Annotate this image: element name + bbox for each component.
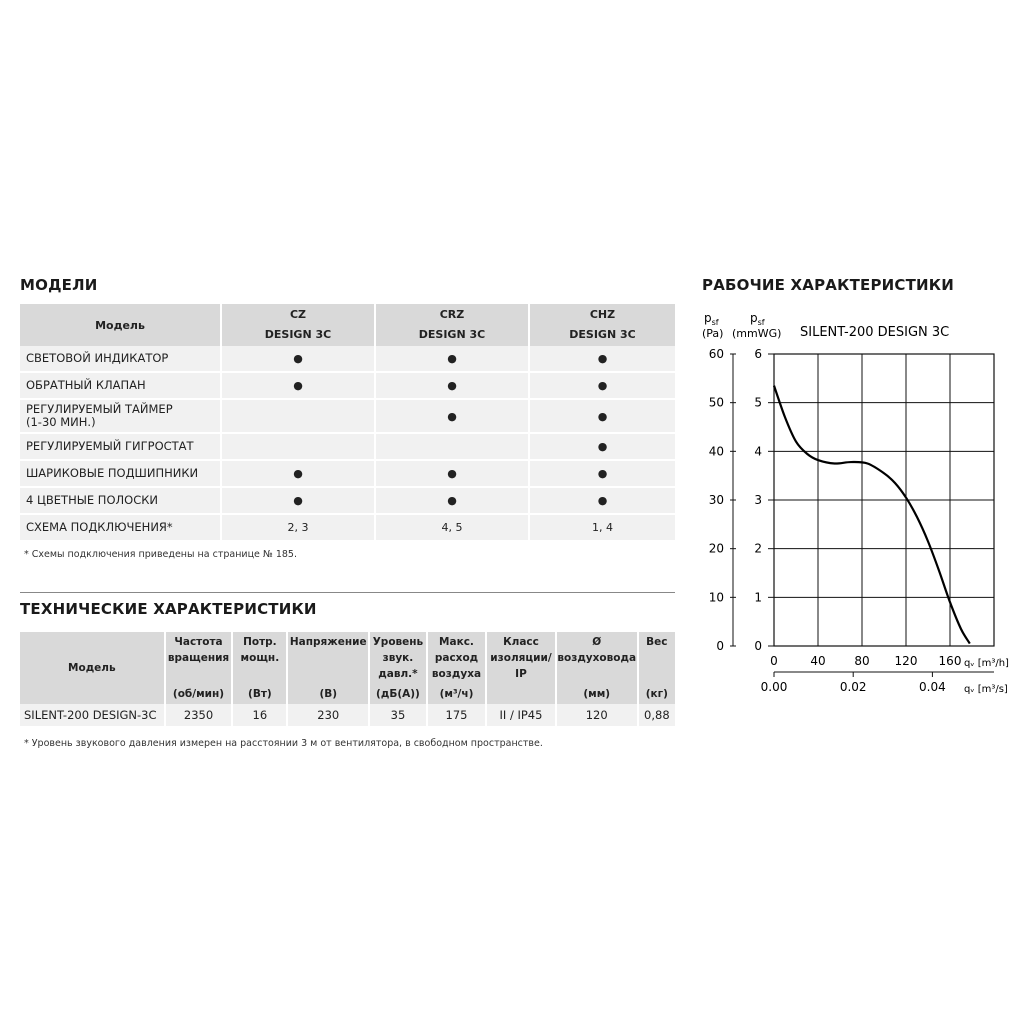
tech-cell: 230 <box>288 704 370 726</box>
row-cell: ● <box>530 346 675 373</box>
row-label: ОБРАТНЫЙ КЛАПАН <box>20 373 222 400</box>
row-cell <box>222 434 376 461</box>
y-label-pa <box>704 311 719 327</box>
y-tick-label-pa: 0 <box>716 639 724 653</box>
models-table <box>20 304 675 542</box>
section-divider <box>20 592 675 593</box>
header-top: Класс изоляции/ IP <box>490 636 552 680</box>
table-row <box>20 488 675 515</box>
row-cell: 1, 4 <box>530 515 675 542</box>
table-row <box>20 461 675 488</box>
tech-cell: 2350 <box>166 704 234 726</box>
col-line1: CZ <box>289 308 307 321</box>
models-col-chz <box>530 304 675 346</box>
y-tick-label-pa: 60 <box>708 347 724 361</box>
tech-cell: II / IP45 <box>487 704 557 726</box>
y-tick-label-pa: 10 <box>708 590 724 605</box>
y-tick-label-pa: 50 <box>708 395 724 410</box>
col-line1: CRZ <box>439 308 465 321</box>
header-top: Вес <box>646 636 668 648</box>
chart-title: SILENT-200 DESIGN 3C <box>800 325 950 340</box>
row-cell: ● <box>530 461 675 488</box>
header-unit: (кг) <box>645 688 668 700</box>
y-tick-label-pa: 20 <box>708 541 724 556</box>
table-row <box>20 346 675 373</box>
row-label: ШАРИКОВЫЕ ПОДШИПНИКИ <box>20 461 222 488</box>
row-label-line1: РЕГУЛИРУЕМЫЙ ТАЙМЕР <box>26 402 173 416</box>
row-cell <box>222 400 376 434</box>
table-row <box>20 373 675 400</box>
header-top: Ø воздуховода <box>557 636 637 664</box>
table-row <box>20 400 675 434</box>
performance-chart <box>694 300 1024 720</box>
header-unit: (об/мин) <box>172 688 225 700</box>
x-tick-label-m3s: 0.02 <box>839 680 867 694</box>
y-label-pa-unit: (Pa) <box>702 327 724 340</box>
tech-header-power <box>233 632 288 704</box>
row-cell: ● <box>530 373 675 400</box>
header-top: Частота вращения <box>167 636 230 664</box>
col-line2: DESIGN 3C <box>264 328 332 341</box>
header-top: Уровень звук. давл.* <box>372 636 424 680</box>
header-top: Потр. мощн. <box>240 636 280 664</box>
row-cell: ● <box>222 346 376 373</box>
models-footnote: * Схемы подключения приведены на странице № 185. <box>24 549 297 560</box>
tech-cell: 35 <box>370 704 428 726</box>
tech-header-speed <box>166 632 234 704</box>
row-cell <box>376 434 530 461</box>
y-tick-label-pa: 40 <box>708 444 724 459</box>
x-tick-label-m3s: 0.04 <box>919 680 946 694</box>
y-tick-label-mmwg: 0 <box>754 639 762 653</box>
header-unit: (мм) <box>583 688 611 700</box>
y-tick-label-mmwg: 3 <box>754 493 762 507</box>
row-cell: ● <box>376 461 530 488</box>
models-col-cz <box>222 304 376 346</box>
tech-cell: 120 <box>557 704 639 726</box>
models-header-label: Модель <box>20 304 222 346</box>
header-top: Напряжение <box>289 636 367 648</box>
tech-header-diameter <box>557 632 639 704</box>
y-tick-label-mmwg: 4 <box>754 444 762 459</box>
table-row <box>20 704 675 726</box>
x-tick-label-m3s: 0.00 <box>760 680 788 694</box>
tech-cell: 0,88 <box>639 704 675 726</box>
row-cell: ● <box>530 434 675 461</box>
x-tick-label-m3h: 40 <box>810 654 826 668</box>
x-label-m3h: qᵥ [m³/h] <box>964 658 1009 669</box>
y-label-mm-main: p <box>750 311 758 325</box>
y-tick-label-pa: 30 <box>708 493 724 507</box>
tech-title: ТЕХНИЧЕСКИЕ ХАРАКТЕРИСТИКИ <box>20 600 317 618</box>
y-label-pa-sub: sf <box>711 318 719 327</box>
table-row <box>20 515 675 542</box>
models-title: МОДЕЛИ <box>20 276 98 294</box>
col-line2: DESIGN 3C <box>418 328 486 341</box>
row-cell: ● <box>222 373 376 400</box>
tech-header-noise <box>370 632 428 704</box>
row-label-line2: (1-30 МИН.) <box>26 415 96 429</box>
col-line1: CHZ <box>589 308 616 321</box>
col-line2: DESIGN 3C <box>569 328 636 341</box>
x-label-m3s: qᵥ [m³/s] <box>964 684 1008 695</box>
tech-header-weight <box>639 632 675 704</box>
tech-table <box>20 632 675 726</box>
y-tick-label-mmwg: 5 <box>754 395 762 410</box>
row-cell: ● <box>530 400 675 434</box>
x-tick-label-m3h: 160 <box>938 654 962 668</box>
row-cell: ● <box>376 400 530 434</box>
y-label-mmwg <box>750 311 765 327</box>
row-label: СВЕТОВОЙ ИНДИКАТОР <box>20 346 222 373</box>
header-unit: (Вт) <box>248 688 272 700</box>
row-cell: ● <box>376 488 530 515</box>
series-line <box>774 386 970 644</box>
tech-cell: 175 <box>428 704 487 726</box>
models-col-crz <box>376 304 530 346</box>
row-label: СХЕМА ПОДКЛЮЧЕНИЯ* <box>20 515 222 542</box>
row-label: РЕГУЛИРУЕМЫЙ ГИГРОСТАТ <box>20 434 222 461</box>
y-tick-label-mmwg: 6 <box>754 347 762 361</box>
tech-header-voltage <box>288 632 370 704</box>
y-label-mm-sub: sf <box>757 318 765 327</box>
x-tick-label-m3h: 120 <box>894 654 918 668</box>
row-cell: ● <box>222 488 376 515</box>
row-label <box>20 400 222 434</box>
row-cell: 2, 3 <box>222 515 376 542</box>
x-tick-label-m3h: 0 <box>770 654 778 668</box>
header-unit: (дБ(А)) <box>376 688 420 700</box>
x-tick-label-m3h: 80 <box>854 654 870 668</box>
y-tick-label-mmwg: 2 <box>754 541 762 556</box>
table-row <box>20 434 675 461</box>
y-tick-label-mmwg: 1 <box>754 590 762 605</box>
y-label-mmwg-unit: (mmWG) <box>732 327 782 340</box>
header-unit: (В) <box>319 688 338 700</box>
row-label: 4 ЦВЕТНЫЕ ПОЛОСКИ <box>20 488 222 515</box>
tech-header-class <box>487 632 557 704</box>
row-cell: ● <box>530 488 675 515</box>
row-cell: ● <box>376 346 530 373</box>
row-cell: 4, 5 <box>376 515 530 542</box>
header-top: Макс. расход воздуха <box>431 636 482 680</box>
tech-cell: SILENT-200 DESIGN-3C <box>20 704 166 726</box>
y-label-pa-main: p <box>704 311 712 325</box>
tech-cell: 16 <box>233 704 288 726</box>
row-cell: ● <box>222 461 376 488</box>
row-cell: ● <box>376 373 530 400</box>
tech-header-airflow <box>428 632 487 704</box>
tech-footnote: * Уровень звукового давления измерен на расстоянии 3 м от вентилятора, в свободном пространстве. <box>24 738 543 749</box>
header-unit: (м³/ч) <box>439 688 474 700</box>
chart-section-title: РАБОЧИЕ ХАРАКТЕРИСТИКИ <box>702 276 955 294</box>
tech-header-model: Модель <box>20 632 166 704</box>
